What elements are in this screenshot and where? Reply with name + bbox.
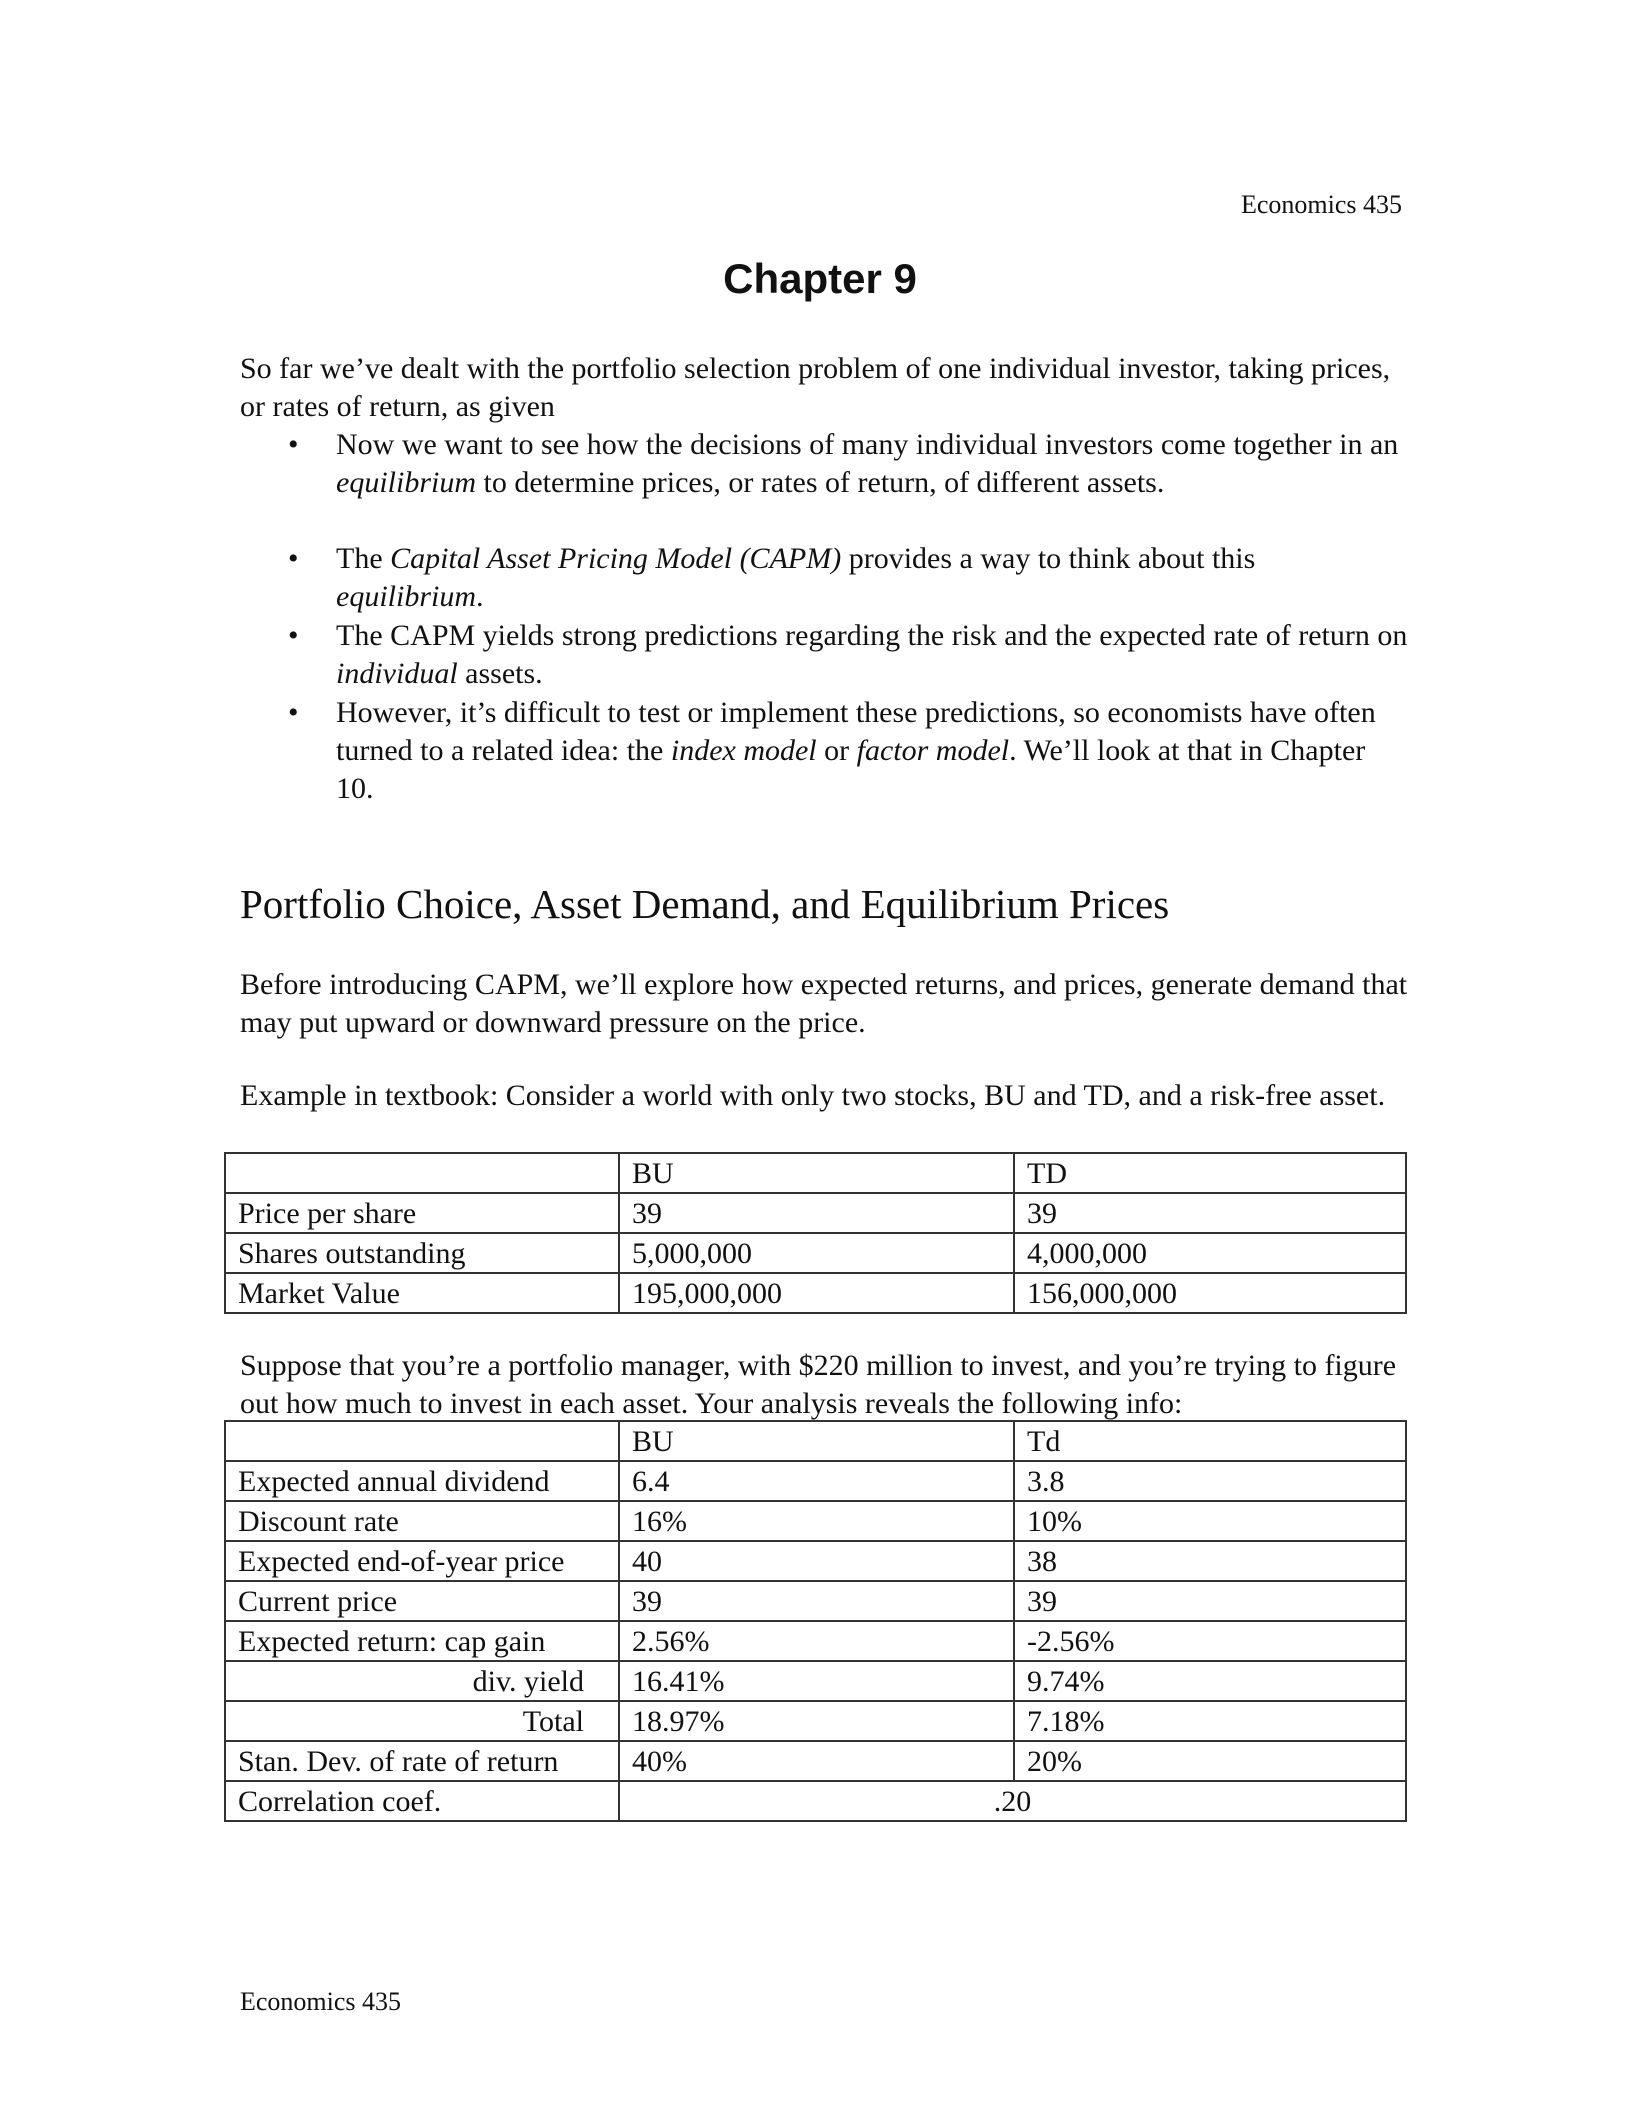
table-row: Expected return: cap gain 2.56% -2.56% [225,1621,1406,1661]
table-row: Total 18.97% 7.18% [225,1701,1406,1741]
footer-course: Economics 435 [240,1987,402,2016]
table-row: Shares outstanding 5,000,000 4,000,000 [225,1233,1406,1273]
intro-paragraph: So far we’ve dealt with the portfolio selection problem of one individual investor, taking prices, or rates of return, as given [240,352,1391,423]
stocks-table [224,1152,1407,1314]
table-row: Discount rate 16% 10% [225,1501,1406,1541]
chapter-title: Chapter 9 [723,255,917,302]
bullet-item: • However, it’s difficult to test or implement these predictions, so economists have often turned to a related idea: the index model or factor model. We’ll look at that in Chapter 10. [288,696,1376,805]
bullet-item: • The CAPM yields strong predictions regarding the risk and the expected rate of return on individual assets. [288,619,1408,690]
table-row: Expected annual dividend 6.4 3.8 [225,1461,1406,1501]
table-header-row: BU Td [225,1421,1406,1461]
paragraph-manager: Suppose that you’re a portfolio manager, with $220 million to invest, and you’re trying to figure out how much to invest in each asset. Your analysis reveals the following info: [240,1349,1397,1420]
bullet-list [240,426,1410,808]
table-row: Price per share 39 39 [225,1193,1406,1233]
table-row: Expected end-of-year price 40 38 [225,1541,1406,1581]
table-row: div. yield 16.41% 9.74% [225,1661,1406,1701]
bullet-icon: • [288,428,299,461]
bullet-icon: • [288,619,299,652]
section-heading: Portfolio Choice, Asset Demand, and Equilibrium Prices [240,881,1170,927]
table-row: Stan. Dev. of rate of return 40% 20% [225,1741,1406,1781]
analysis-table [224,1420,1407,1822]
table-row-correlation: Correlation coef. .20 [225,1781,1406,1821]
table-row: Market Value 195,000,000 156,000,000 [225,1273,1406,1313]
paragraph-before-capm: Before introducing CAPM, we’ll explore how expected returns, and prices, generate demand that may put upward or downward pressure on the price. [240,968,1408,1039]
table-row: Current price 39 39 [225,1581,1406,1621]
bullet-item: • Now we want to see how the decisions of many individual investors come together in an equilibrium to determine prices, or rates of return, of different assets. [288,428,1399,499]
header-course: Economics 435 [1240,190,1402,219]
bullet-icon: • [288,542,299,575]
paragraph-example: Example in textbook: Consider a world with only two stocks, BU and TD, and a risk-free asset. [240,1079,1386,1112]
bullet-icon: • [288,696,299,729]
table-header-row: BU TD [225,1153,1406,1193]
bullet-item: • The Capital Asset Pricing Model (CAPM) provides a way to think about this equilibrium. [288,542,1256,613]
